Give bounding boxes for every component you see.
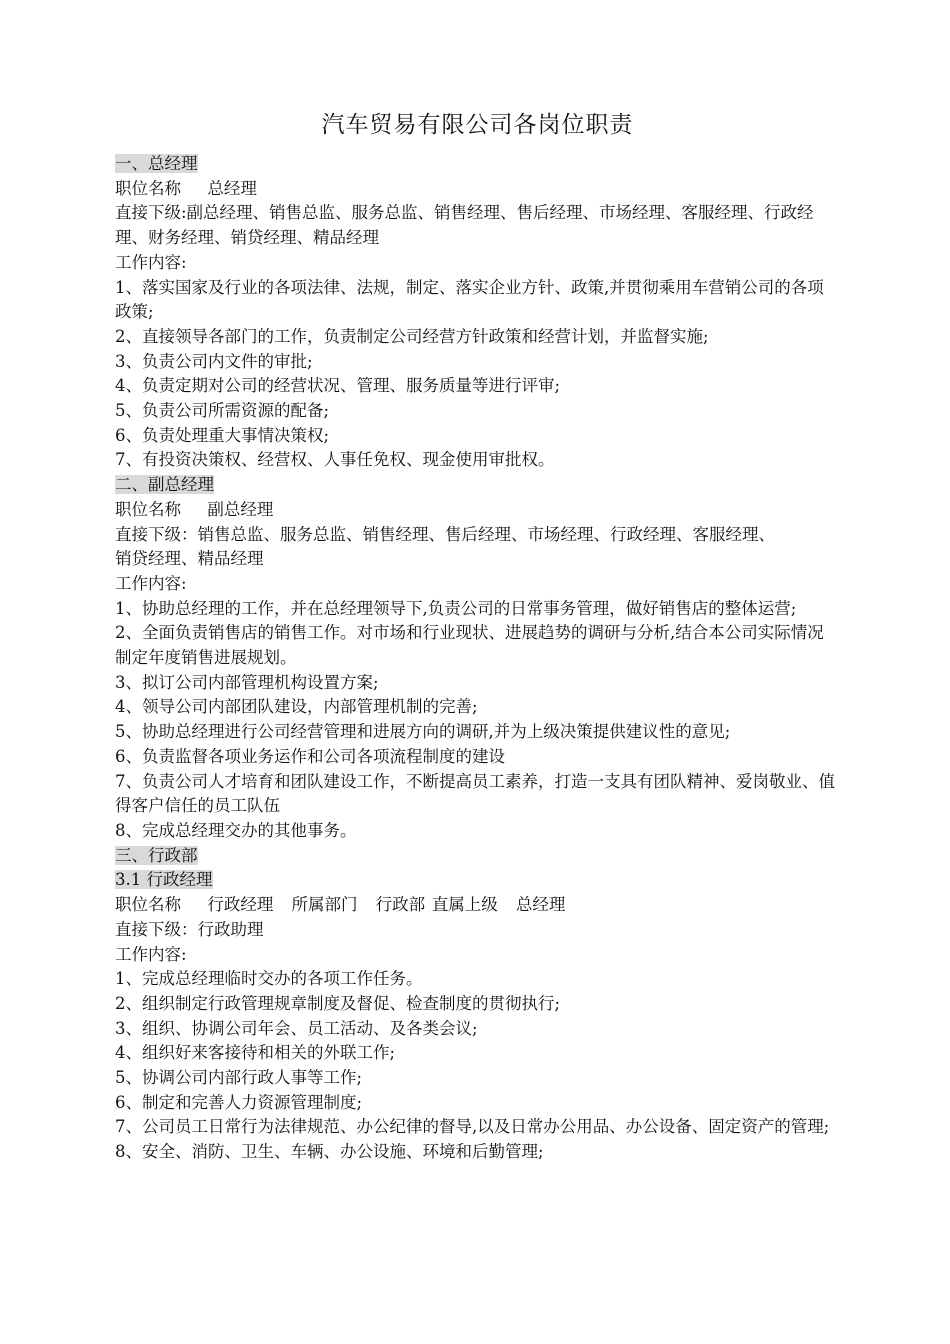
direct-subordinates: 直接下级：销售总监、服务总监、销售经理、售后经理、市场经理、行政经理、客服经理、	[115, 524, 775, 544]
position-name-row: 职位名称 总经理	[115, 178, 257, 198]
duty-item: 8、安全、消防、卫生、车辆、办公设施、环境和后勤管理;	[115, 1142, 544, 1162]
duty-item: 1、落实国家及行业的各项法律、法规，制定、落实企业方针、政策,并贯彻乘用车营销公司的各项政策;	[115, 277, 824, 322]
document-page	[115, 108, 840, 1165]
duty-item: 6、负责监督各项业务运作和公司各项流程制度的建设	[115, 746, 505, 766]
duty-item: 3、拟订公司内部管理机构设置方案;	[115, 672, 379, 692]
section-heading-admin-department: 三、行政部	[115, 845, 198, 865]
duty-item: 4、组织好来客接待和相关的外联工作;	[115, 1043, 396, 1063]
duty-item: 7、负责公司人才培育和团队建设工作，不断提高员工素养，打造一支具有团队精神、爱岗敬业、值得客户信任的员工队伍	[115, 771, 835, 816]
duty-item: 6、负责处理重大事情决策权;	[115, 425, 330, 445]
duty-item: 3、负责公司内文件的审批;	[115, 351, 313, 371]
duty-item: 7、公司员工日常行为法律规范、办公纪律的督导,以及日常办公用品、办公设备、固定资产的管理;	[115, 1117, 830, 1137]
work-content-label: 工作内容:	[115, 944, 187, 964]
direct-subordinates-continued: 销贷经理、精品经理	[115, 549, 264, 569]
position-name-row: 职位名称 副总经理	[115, 499, 274, 519]
duty-item: 7、有投资决策权、经营权、人事任免权、现金使用审批权。	[115, 450, 555, 470]
direct-subordinates: 直接下级：行政助理	[115, 919, 264, 939]
duty-item: 6、制定和完善人力资源管理制度;	[115, 1092, 363, 1112]
section-heading-deputy-general-manager: 二、副总经理	[115, 475, 214, 495]
duty-item: 5、协调公司内部行政人事等工作;	[115, 1068, 363, 1088]
duty-item: 5、协助总经理进行公司经营管理和进展方向的调研,并为上级决策提供建议性的意见;	[115, 722, 731, 742]
direct-subordinates: 直接下级:副总经理、销售总监、服务总监、销售经理、售后经理、市场经理、客服经理、行政经理、财务经理、销贷经理、精品经理	[115, 203, 814, 248]
duty-item: 3、组织、协调公司年会、员工活动、及各类会议;	[115, 1018, 478, 1038]
duty-item: 1、完成总经理临时交办的各项工作任务。	[115, 969, 423, 989]
section-heading-general-manager: 一、总经理	[115, 154, 198, 173]
duty-item: 2、全面负责销售店的销售工作。对市场和行业现状、进展趋势的调研与分析,结合本公司实际情况制定年度销售进展规划。	[115, 623, 824, 668]
duty-item: 5、负责公司所需资源的配备;	[115, 401, 330, 421]
duty-item: 8、完成总经理交办的其他事务。	[115, 820, 357, 840]
work-content-label: 工作内容:	[115, 573, 187, 593]
duty-item: 4、负责定期对公司的经营状况、管理、服务质量等进行评审;	[115, 376, 561, 396]
duty-item: 2、直接领导各部门的工作，负责制定公司经营方针政策和经营计划，并监督实施;	[115, 326, 709, 346]
subsection-heading-admin-manager: 3.1 行政经理	[115, 870, 213, 890]
duty-item: 1、协助总经理的工作，并在总经理领导下,负责公司的日常事务管理，做好销售店的整体运营;	[115, 598, 797, 618]
duty-item: 4、领导公司内部团队建设，内部管理机制的完善;	[115, 697, 478, 717]
position-info-row: 职位名称 行政经理 所属部门 行政部 直属上级 总经理	[115, 895, 566, 915]
duty-item: 2、组织制定行政管理规章制度及督促、检查制度的贯彻执行;	[115, 993, 561, 1013]
work-content-label: 工作内容:	[115, 252, 187, 272]
document-title: 汽车贸易有限公司各岗位职责	[321, 112, 634, 138]
